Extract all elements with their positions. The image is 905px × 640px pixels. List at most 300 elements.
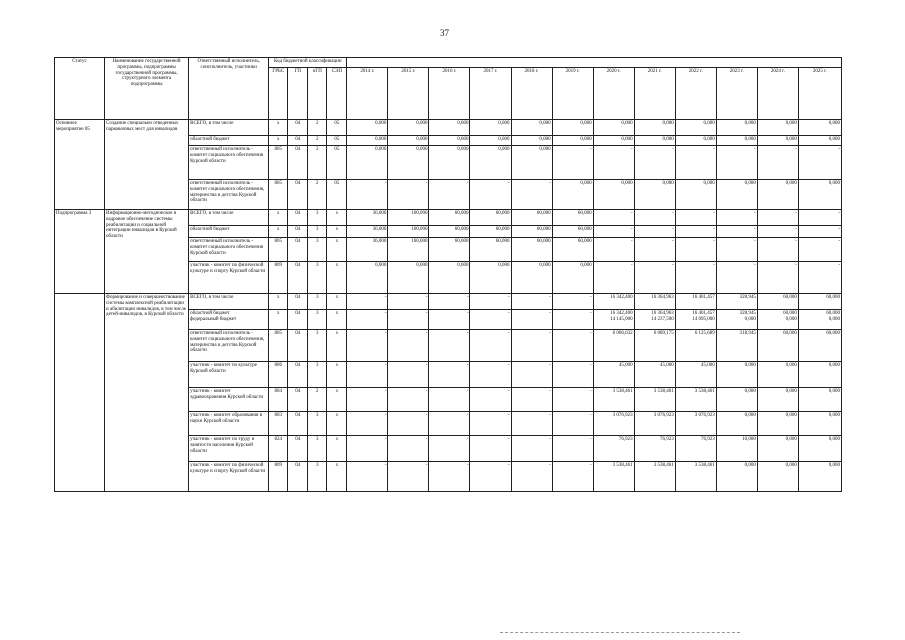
row-value: 0,000 (552, 120, 593, 136)
row-code: 3 (308, 262, 327, 294)
header-years-group (347, 58, 842, 68)
row-value-line: 16 342,400 (610, 311, 633, 316)
row-value: 45,000 (634, 362, 675, 388)
row-value: 16 364,963 (634, 294, 675, 310)
row-value: 0,000 (798, 136, 841, 146)
row-value: 0,000 (470, 136, 511, 146)
row-value: - (347, 294, 388, 310)
row-value: - (634, 226, 675, 238)
row-executor: ВСЕГО, в том числе (189, 120, 269, 136)
row-value: - (716, 262, 757, 294)
row-value: - (798, 226, 841, 238)
row-code: 04 (288, 226, 308, 238)
row-value: - (593, 146, 634, 180)
row-code: 805 (269, 330, 288, 362)
row-value (634, 310, 675, 330)
row-value: - (388, 436, 429, 462)
row-value: - (429, 412, 470, 436)
row-code: 04 (288, 330, 308, 362)
row-value: 0,000 (429, 136, 470, 146)
row-value: 0,000 (388, 262, 429, 294)
row-code: 05 (327, 180, 347, 210)
header-year: 2023 г. (716, 68, 757, 120)
row-status: Основное мероприятие 05 (55, 120, 105, 210)
row-value: 0,000 (511, 262, 552, 294)
row-code: х (269, 294, 288, 310)
row-code: 2 (308, 388, 327, 412)
row-value: - (716, 226, 757, 238)
row-value: 0,000 (675, 136, 716, 146)
row-value: 6 066,632 (593, 330, 634, 362)
row-executor-line: областной бюджет (190, 311, 230, 316)
row-value: 76,923 (634, 436, 675, 462)
row-name: Создание специально отведенных парковочных мест для инвалидов (105, 120, 189, 210)
table-row (55, 210, 842, 226)
row-value: 0,000 (552, 180, 593, 210)
row-value: - (388, 362, 429, 388)
row-value: 0,000 (716, 120, 757, 136)
row-value: - (511, 330, 552, 362)
row-value-line: 16 364,963 (651, 311, 674, 316)
row-value-line: 0,000 (785, 316, 797, 322)
row-value: - (470, 294, 511, 310)
row-value: - (470, 180, 511, 210)
row-code: х (327, 262, 347, 294)
row-code: х (269, 210, 288, 226)
row-code: 3 (308, 294, 327, 310)
row-value: 0,000 (347, 262, 388, 294)
row-value (757, 310, 798, 330)
row-code: 3 (308, 362, 327, 388)
row-value: - (716, 210, 757, 226)
row-code: 04 (288, 146, 308, 180)
row-code: х (327, 294, 347, 310)
budget-table (54, 57, 842, 492)
row-value: 6 125,689 (675, 330, 716, 362)
row-code: 04 (288, 136, 308, 146)
row-value: 45,000 (675, 362, 716, 388)
row-value: 0,000 (634, 180, 675, 210)
header-year: 2018 г. (511, 68, 552, 120)
row-code: 805 (269, 180, 288, 210)
row-value: 0,000 (757, 362, 798, 388)
row-value: - (388, 388, 429, 412)
table-row (55, 294, 842, 310)
row-code: 809 (269, 262, 288, 294)
row-value-line: - (466, 311, 469, 316)
row-value: 0,000 (716, 180, 757, 210)
row-value: 0,000 (511, 146, 552, 180)
row-value: 60,000 (511, 210, 552, 226)
row-executor: ВСЕГО, в том числе (189, 210, 269, 226)
row-code: х (269, 136, 288, 146)
row-value: - (757, 238, 798, 262)
row-code: 04 (288, 294, 308, 310)
row-value: - (593, 210, 634, 226)
row-code: 04 (288, 462, 308, 492)
row-value (388, 310, 429, 330)
row-value: 3 076,923 (634, 412, 675, 436)
row-value: - (552, 146, 593, 180)
row-value: 0,000 (470, 146, 511, 180)
row-code: х (327, 330, 347, 362)
row-value: - (429, 294, 470, 310)
row-code: 804 (269, 388, 288, 412)
row-code: 805 (269, 146, 288, 180)
row-value: - (347, 388, 388, 412)
row-value: 0,000 (634, 136, 675, 146)
header-budget-code: Код бюджетной классификации (269, 58, 347, 68)
row-value: - (798, 210, 841, 226)
row-value: - (552, 412, 593, 436)
row-value: 0,000 (716, 362, 757, 388)
row-value: - (757, 210, 798, 226)
row-code: 04 (288, 262, 308, 294)
row-value: - (552, 388, 593, 412)
row-value: - (470, 436, 511, 462)
row-code: 04 (288, 362, 308, 388)
row-value: 0,000 (429, 120, 470, 136)
row-value: - (347, 412, 388, 436)
row-value: 0,000 (429, 262, 470, 294)
row-value: - (388, 330, 429, 362)
row-value: 0,000 (593, 120, 634, 136)
row-value: 160,000 (388, 210, 429, 226)
row-value-line: 14 237,500 (651, 316, 674, 322)
row-code: 3 (308, 310, 327, 330)
row-value-line: 0,000 (744, 316, 756, 322)
row-code: х (327, 362, 347, 388)
row-value: 0,000 (388, 146, 429, 180)
row-code: 809 (269, 462, 288, 492)
row-code: 3 (308, 226, 327, 238)
row-executor: ответственный исполнитель - комитет социального обеспечения, материнства и детства Курской области (189, 330, 269, 362)
row-value: - (429, 436, 470, 462)
row-value: 0,000 (511, 136, 552, 146)
row-value: - (798, 238, 841, 262)
row-executor: участник - комитет по труду и занятости населения Курской области (189, 436, 269, 462)
page-number: 37 (440, 28, 449, 38)
row-value: - (429, 330, 470, 362)
row-value: 3 538,461 (593, 462, 634, 492)
row-code: х (269, 226, 288, 238)
row-value: 3 538,461 (593, 388, 634, 412)
row-value: 0,000 (716, 136, 757, 146)
row-value: - (429, 362, 470, 388)
row-code: 04 (288, 388, 308, 412)
row-value: - (798, 146, 841, 180)
row-value: - (388, 462, 429, 492)
row-value: - (716, 238, 757, 262)
row-code: 04 (288, 120, 308, 136)
row-code: 04 (288, 238, 308, 262)
header-year: 2020 г. (593, 68, 634, 120)
row-value: - (552, 294, 593, 310)
row-value: - (593, 262, 634, 294)
header-code: ГРБС (269, 68, 288, 120)
row-value: - (347, 462, 388, 492)
row-code: 2 (308, 120, 327, 136)
row-value: 60,000 (470, 238, 511, 262)
row-value: 3 076,923 (593, 412, 634, 436)
row-executor: участник - комитет здравоохранения Курской области (189, 388, 269, 412)
row-value-line: - (548, 311, 551, 316)
row-code: х (269, 120, 288, 136)
row-code: 824 (269, 436, 288, 462)
row-status: Подпрограмма 3 (55, 210, 105, 294)
header-executor: Ответственный исполнитель, соисполнитель, участники (189, 58, 269, 120)
row-value: - (347, 436, 388, 462)
row-value: 60,000 (429, 210, 470, 226)
row-value: 0,000 (511, 120, 552, 136)
row-value: - (388, 412, 429, 436)
row-value: 0,000 (593, 180, 634, 210)
row-value: - (593, 238, 634, 262)
row-value: - (347, 180, 388, 210)
row-value: 0,000 (798, 436, 841, 462)
header-year: 2019 г. (552, 68, 593, 120)
table-body (55, 120, 842, 492)
row-code: 05 (327, 146, 347, 180)
row-value-line: 60,000 (826, 311, 840, 316)
row-code: 3 (308, 462, 327, 492)
row-code: 2 (308, 146, 327, 180)
row-executor: ответственный исполнитель - комитет социального обеспечения Курской области (189, 146, 269, 180)
row-value: - (429, 462, 470, 492)
row-value-line: 14 145,000 (610, 316, 633, 322)
row-value: - (675, 238, 716, 262)
header-year: 2014 г. (347, 68, 388, 120)
row-code: х (327, 238, 347, 262)
row-code: 806 (269, 362, 288, 388)
row-value: 0,000 (716, 412, 757, 436)
row-value: 60,000 (511, 226, 552, 238)
row-value: 60,000 (757, 330, 798, 362)
row-value: 0,000 (347, 136, 388, 146)
scan-artifact-line (500, 632, 740, 633)
header-year: 2025 г. (798, 68, 841, 120)
row-value: - (675, 226, 716, 238)
row-code: 803 (269, 412, 288, 436)
row-value: 0,000 (798, 120, 841, 136)
row-executor: ответственный исполнитель - комитет социального обеспечения Курской области (189, 238, 269, 262)
header-code: ГП (288, 68, 308, 120)
row-value: 60,000 (429, 238, 470, 262)
row-executor: участник - комитет по физической культуре и спорту Курской области (189, 462, 269, 492)
row-value: 0,000 (388, 136, 429, 146)
row-code: 3 (308, 210, 327, 226)
row-value: - (552, 362, 593, 388)
row-code: 05 (327, 120, 347, 136)
row-code: 805 (269, 238, 288, 262)
header-row-1 (55, 58, 842, 68)
row-status (55, 294, 105, 492)
row-value (593, 310, 634, 330)
row-value: 3 538,461 (675, 388, 716, 412)
row-value-line: 60,000 (783, 311, 797, 316)
header-status: Статус (55, 58, 105, 120)
row-value: - (798, 262, 841, 294)
row-value: 0,000 (675, 120, 716, 136)
row-value: 0,000 (470, 262, 511, 294)
row-value: 0,000 (552, 136, 593, 146)
row-value: - (675, 146, 716, 180)
row-executor-line: федеральный бюджет (190, 316, 237, 322)
row-value: 160,000 (388, 226, 429, 238)
row-value (716, 310, 757, 330)
row-value: - (470, 388, 511, 412)
row-value: - (716, 146, 757, 180)
row-value: - (634, 238, 675, 262)
row-value: - (552, 462, 593, 492)
row-executor: областной бюджет (189, 226, 269, 238)
header-year: 2015 г. (388, 68, 429, 120)
row-value: - (511, 294, 552, 310)
row-value: 0,000 (798, 412, 841, 436)
row-value (552, 310, 593, 330)
row-code: х (327, 210, 347, 226)
row-value: - (388, 180, 429, 210)
row-value: - (593, 226, 634, 238)
row-value: 0,000 (757, 180, 798, 210)
row-code: х (327, 462, 347, 492)
row-value: - (511, 412, 552, 436)
header-year: 2022 г. (675, 68, 716, 120)
row-value: 60,000 (552, 226, 593, 238)
table-row (55, 120, 842, 136)
row-value: 0,000 (757, 412, 798, 436)
row-value: - (511, 180, 552, 210)
row-value: 16 401,457 (675, 294, 716, 310)
row-value: 3 538,461 (634, 462, 675, 492)
row-executor (189, 310, 269, 330)
table-header (55, 58, 842, 120)
row-value: 0,000 (675, 180, 716, 210)
row-value: 0,000 (593, 136, 634, 146)
row-value-line: - (425, 311, 428, 316)
row-value: - (552, 436, 593, 462)
row-value: 36,000 (347, 226, 388, 238)
row-value: 0,000 (757, 436, 798, 462)
row-value: 0,000 (757, 462, 798, 492)
row-value: - (347, 330, 388, 362)
row-value (675, 310, 716, 330)
row-value: 45,000 (593, 362, 634, 388)
row-value: - (634, 262, 675, 294)
row-value: 0,000 (757, 136, 798, 146)
row-value: - (634, 210, 675, 226)
header-code: СЭП (327, 68, 347, 120)
row-value: - (470, 462, 511, 492)
row-value-line: - (589, 311, 592, 316)
row-value: 160,000 (388, 238, 429, 262)
row-value: 3 076,923 (675, 412, 716, 436)
row-value: 0,000 (552, 262, 593, 294)
header-year: 2017 г. (470, 68, 511, 120)
row-value: 60,000 (470, 226, 511, 238)
row-value: 10,000 (716, 436, 757, 462)
row-value: 0,000 (798, 362, 841, 388)
row-code: х (269, 310, 288, 330)
row-value (511, 310, 552, 330)
row-value-line: - (507, 311, 510, 316)
row-code: х (327, 226, 347, 238)
row-value: - (470, 330, 511, 362)
row-code: х (327, 436, 347, 462)
row-value: - (552, 330, 593, 362)
row-value: 0,000 (347, 120, 388, 136)
row-value: 60,000 (798, 330, 841, 362)
row-value: - (757, 262, 798, 294)
row-value: 36,000 (347, 210, 388, 226)
row-value: 76,923 (675, 436, 716, 462)
row-value: 16 342,400 (593, 294, 634, 310)
row-value: 0,000 (798, 180, 841, 210)
row-code: 3 (308, 412, 327, 436)
row-value: 60,000 (798, 294, 841, 310)
row-code: 04 (288, 210, 308, 226)
row-value: 0,000 (347, 146, 388, 180)
row-executor: участник - комитет по физической культуре и спорту Курской области (189, 262, 269, 294)
row-value: 0,000 (757, 120, 798, 136)
row-value: - (634, 146, 675, 180)
row-value: - (511, 388, 552, 412)
row-value: - (511, 436, 552, 462)
row-value: 3 538,461 (675, 462, 716, 492)
row-code: 2 (308, 136, 327, 146)
row-value: 0,000 (798, 462, 841, 492)
row-value: 76,923 (593, 436, 634, 462)
row-value: 3 538,461 (634, 388, 675, 412)
header-year: 2021 г. (634, 68, 675, 120)
row-value: 60,000 (470, 210, 511, 226)
header-year: 2016 г. (429, 68, 470, 120)
row-code: х (327, 388, 347, 412)
row-value: - (511, 362, 552, 388)
row-value: 0,000 (429, 146, 470, 180)
row-code: 3 (308, 436, 327, 462)
row-value: 0,000 (716, 388, 757, 412)
row-code: х (327, 310, 347, 330)
row-executor: участник - комитет образования и науки Курской области (189, 412, 269, 436)
row-code: 2 (308, 180, 327, 210)
row-code: 04 (288, 310, 308, 330)
row-value-line: - (384, 311, 387, 316)
row-value: 6 089,175 (634, 330, 675, 362)
row-value-line: 328,945 (739, 311, 756, 316)
row-value (347, 310, 388, 330)
row-value: - (757, 146, 798, 180)
row-executor: участник - комитет по культуре Курской области (189, 362, 269, 388)
row-name: Формирование и совершенствование системы комплексной реабилитации и абилитации инвалидов, в том числе детей-инвалидов, в Курской области (105, 294, 189, 492)
row-code: 05 (327, 136, 347, 146)
row-value: 36,000 (347, 238, 388, 262)
row-code: 3 (308, 330, 327, 362)
row-value: - (675, 210, 716, 226)
row-value: 0,000 (798, 388, 841, 412)
row-executor: областной бюджет (189, 136, 269, 146)
row-value: - (429, 388, 470, 412)
row-value: - (511, 462, 552, 492)
row-value: - (347, 362, 388, 388)
row-code: 04 (288, 412, 308, 436)
row-value-line: 14 095,000 (692, 316, 715, 322)
row-name: Информационно-методическое и кадровое обеспечение системы реабилитации и социальной интеграции инвалидов в Курской области (105, 210, 189, 294)
row-value (470, 310, 511, 330)
row-value: - (470, 362, 511, 388)
row-code: 3 (308, 238, 327, 262)
row-code: х (327, 412, 347, 436)
